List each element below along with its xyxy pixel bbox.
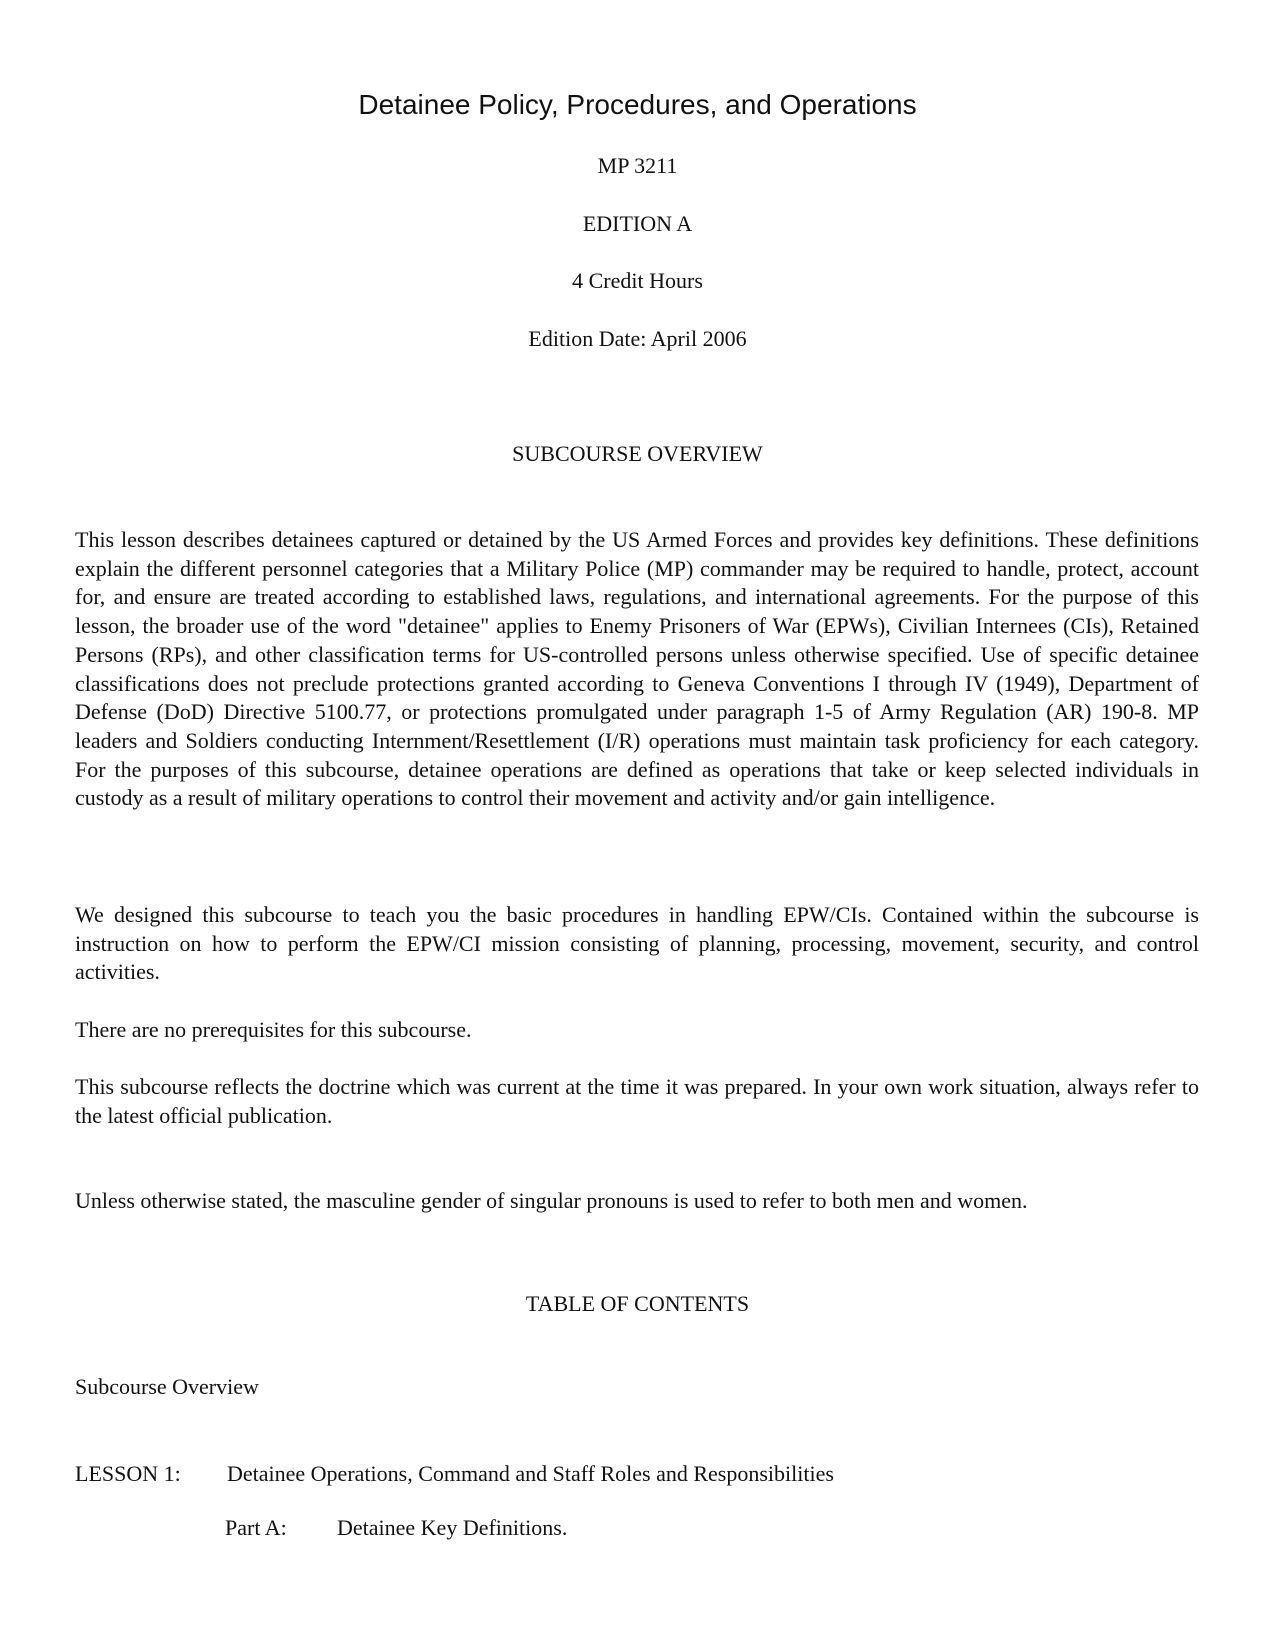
overview-paragraph-1: This lesson describes detainees captured or detained by the US Armed Forces and provides key definitions. These definitions explain the different personnel categories that a Military Police (MP) commander may be required to handle, protect, account for, and ensure are treated according to established laws, regulations, and international agreements. For the purpose of this lesson, the broader use of the word "detainee" applies to Enemy Prisoners of War (EPWs), Civilian Internees (CIs), Retained Persons (RPs), and other classification terms for US-controlled persons unless otherwise specified. Use of specific detainee classifications does not preclude protections granted according to Geneva Conventions I through IV (1949), Department of Defense (DoD) Directive 5100.77, or protections promulgated under paragraph 1-5 of Army Regulation (AR) 190-8. MP leaders and Soldiers conducting Internment/Resettlement (I/R) operations must maintain task proficiency for each category. For the purposes of this subcourse, detainee operations are defined as operations that take or keep selected individuals in custody as a result of military operations to control their movement and activity and/or gain intelligence. <box>75 527 1199 811</box>
edition-date: Edition Date: April 2006 <box>528 326 747 351</box>
overview-paragraph-4: This subcourse reflects the doctrine which was current at the time it was prepared. In your own work situation, always refer to the latest official publication. <box>75 1074 1199 1128</box>
course-code: MP 3211 <box>597 153 678 178</box>
overview-paragraph-2: We designed this subcourse to teach you the basic procedures in handling EPW/CIs. Contained within the subcourse is instruction on how to perform the EPW/CI mission consisting of planning, processing, movement, security, and control activities. <box>75 902 1199 985</box>
credit-hours: 4 Credit Hours <box>572 268 703 293</box>
overview-paragraph-5: Unless otherwise stated, the masculine gender of singular pronouns is used to refer to both men and women. <box>75 1188 1028 1213</box>
toc-part-label: Part A: <box>225 1515 287 1540</box>
toc-lesson-label: LESSON 1: <box>75 1461 181 1486</box>
toc-entry-overview: Subcourse Overview <box>75 1374 259 1399</box>
document-title: Detainee Policy, Procedures, and Operations <box>358 89 917 120</box>
toc-lesson-title: Detainee Operations, Command and Staff Roles and Responsibilities <box>227 1461 834 1486</box>
edition-label: EDITION A <box>582 211 693 236</box>
toc-part-title: Detainee Key Definitions. <box>337 1515 568 1540</box>
toc-heading: TABLE OF CONTENTS <box>525 1291 750 1316</box>
overview-heading: SUBCOURSE OVERVIEW <box>512 441 763 466</box>
overview-paragraph-3: There are no prerequisites for this subcourse. <box>75 1017 472 1042</box>
